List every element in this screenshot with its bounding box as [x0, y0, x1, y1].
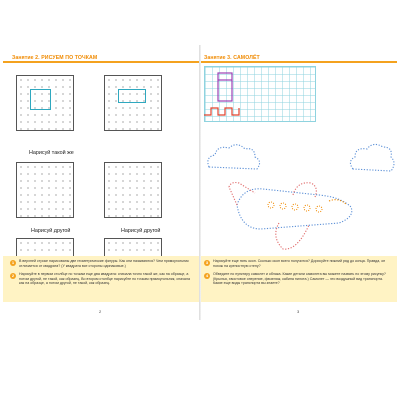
- caption-draw-other-1: Нарисуй другой: [31, 228, 71, 234]
- grid-drawing: [204, 66, 316, 122]
- task-number-badge: 1: [11, 260, 15, 265]
- task-number-badge: 4: [205, 273, 209, 278]
- sample-square-shape: [30, 89, 51, 110]
- airplane-icon: [229, 183, 352, 250]
- dot-grid-sample-rectangle: [104, 75, 162, 131]
- left-lesson-title: РИСУЕМ ПО ТОЧКАМ: [41, 55, 98, 61]
- task-number-badge: 2: [11, 273, 15, 278]
- dot-grid-draw-rectangle[interactable]: [104, 162, 162, 218]
- left-task-band: [3, 256, 199, 302]
- task-number-badge: 3: [205, 260, 209, 265]
- window-shape: [218, 73, 232, 101]
- right-lesson-heading: [204, 55, 260, 61]
- caption-draw-other-2: Нарисуй другой: [121, 228, 161, 234]
- right-page: [201, 45, 397, 320]
- left-cloud-icon: [208, 145, 260, 169]
- task-text: Нарисуйте еще пять окон. Сколько окон всего получится? Дорисуйте нижний ряд до конца. Правда, он похож на крепостную стену?: [213, 259, 386, 268]
- right-task-band: [201, 256, 397, 302]
- right-cloud-icon: [350, 144, 394, 171]
- tracing-illustration: [201, 125, 397, 265]
- page-number-right: 3: [297, 309, 300, 314]
- task-text: Обведите по пунктиру самолет и облака. Какие детали самолета вы можете назвать по этому рисунку? (Крылья, хвостовое оперение, фюзеляж, кабина пилота.) Самолет — это воздушный вид транспорта. Какие еще виды транспорта вы знаете?: [213, 272, 386, 286]
- dot-grid-draw-other-square[interactable]: [16, 238, 74, 258]
- left-lesson-label: Занятие 2.: [12, 55, 40, 61]
- left-title-rule: [3, 61, 199, 63]
- left-lesson-heading: [12, 55, 97, 61]
- right-lesson-label: Занятие 3.: [204, 55, 232, 61]
- caption-draw-same-1: Нарисуй такой же: [29, 150, 74, 156]
- task-text: В верхней строке нарисованы две геометрические фигуры. Как они называются? Чем прямоугольник отличается от квадрата? (У квадрата все стороны одинаковые.): [19, 259, 189, 268]
- task-text: Нарисуйте в первом столбце по точкам еще два квадрата: сначала точно такой же, как на образце, а потом другой, не такой, как образец. Во втором столбце нарисуйте по точкам прямоугольник, сначала как на образце, а потом другой, не такой, как образец.: [19, 272, 190, 286]
- dot-grid-draw-other-rectangle[interactable]: [104, 238, 162, 258]
- page-number-left: 2: [99, 309, 102, 314]
- right-lesson-title: САМОЛЁТ: [233, 55, 260, 61]
- left-page: [3, 45, 199, 320]
- right-title-rule: [201, 61, 397, 63]
- wall-line: [204, 108, 239, 115]
- workbook-spread: [0, 45, 400, 320]
- dot-grid-draw-square[interactable]: [16, 162, 74, 218]
- sample-rectangle-shape: [118, 89, 146, 103]
- dot-grid-sample-square: [16, 75, 74, 131]
